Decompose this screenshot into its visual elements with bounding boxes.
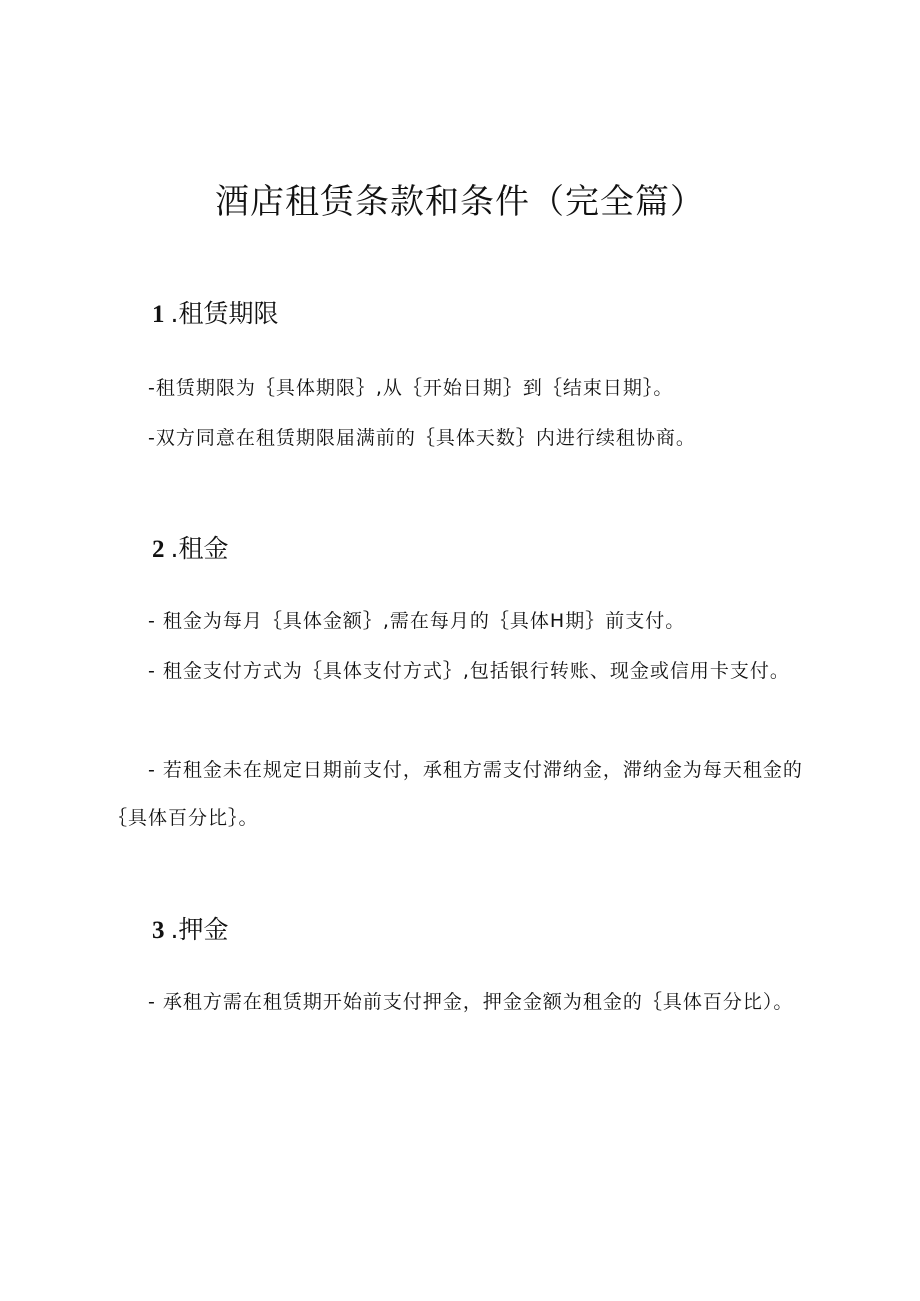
section-number: 2 xyxy=(152,536,165,563)
paragraph: -租赁期限为｛具体期限｝,从｛开始日期｝到｛结束日期｝。 xyxy=(148,377,674,399)
paragraph: - 租金支付方式为｛具体支付方式｝,包括银行转账、现金或信用卡支付。 xyxy=(148,660,790,682)
paragraph: - 若租金未在规定日期前支付，承租方需支付滞纳金，滞纳金为每天租金的｛具体百分比｝。 xyxy=(108,759,803,829)
paragraph: - 租金为每月｛具体金额｝,需在每月的｛具体H期｝前支付。 xyxy=(148,610,686,632)
section-heading-lease-term xyxy=(152,294,278,330)
paragraph: - 承租方需在租赁期开始前支付押金，押金金额为租金的｛具体百分比）。 xyxy=(148,991,794,1013)
section-heading-deposit xyxy=(152,910,228,946)
section-title: .租金 xyxy=(170,534,229,563)
section-heading-rent xyxy=(152,529,228,565)
section-number: 1 xyxy=(152,301,165,328)
section-number: 3 xyxy=(152,917,165,944)
section-title: .租赁期限 xyxy=(170,299,279,328)
paragraph: -双方同意在租赁期限届满前的｛具体天数｝内进行续租协商。 xyxy=(148,427,696,449)
section-title: .押金 xyxy=(170,915,229,944)
document-title: 酒店租赁条款和条件（完全篇） xyxy=(215,182,705,222)
